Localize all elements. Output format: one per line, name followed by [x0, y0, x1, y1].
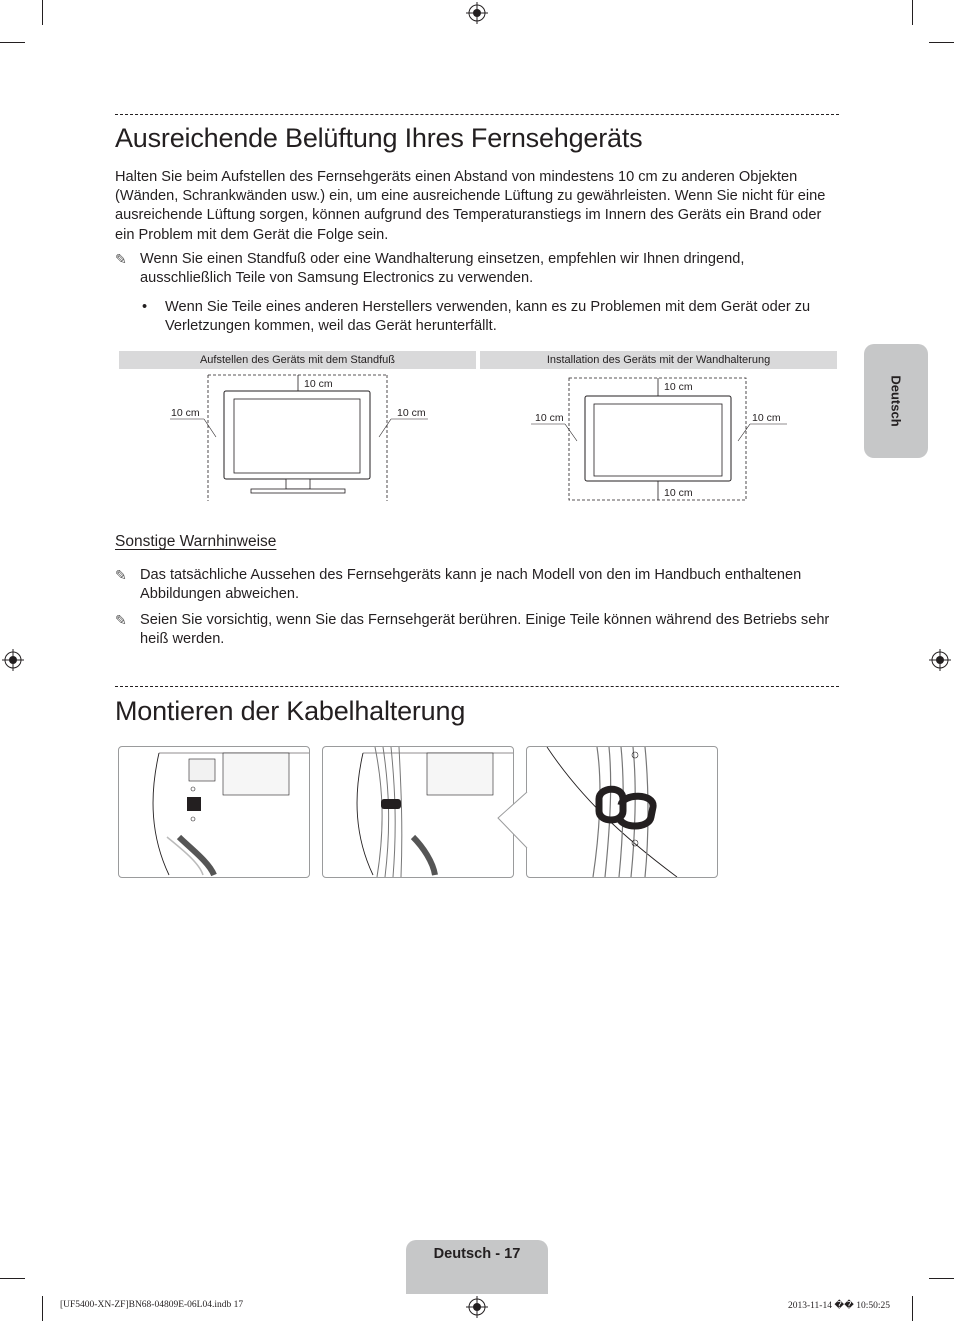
cable-step-3-detail-illustration — [526, 746, 718, 878]
section-title: Montieren der Kabelhalterung — [115, 696, 466, 726]
crop-mark — [912, 0, 913, 25]
stand-right-label: 10 cm — [397, 407, 426, 419]
crop-mark — [912, 1296, 913, 1321]
note — [115, 566, 839, 604]
page-number-tab — [406, 1240, 548, 1294]
note — [115, 611, 839, 649]
tv-stand-diagram — [119, 369, 476, 502]
crop-mark — [42, 0, 43, 25]
wall-bottom-label: 10 cm — [664, 487, 693, 499]
tv-wall-diagram — [480, 369, 837, 502]
subsection-heading: Sonstige Warnhinweise — [115, 533, 277, 550]
registration-mark-icon — [466, 2, 488, 24]
bullet-text: Wenn Sie Teile eines anderen Herstellers verwenden, kann es zu Problemen mit dem Gerät oder zu Verletzungen kommen, weil das Gerät herunterfällt. — [165, 299, 811, 335]
registration-mark-icon — [466, 1296, 488, 1318]
section-divider — [115, 114, 839, 115]
figure-caption-stand: Aufstellen des Geräts mit dem Standfuß — [119, 351, 476, 369]
language-side-tab — [864, 344, 928, 458]
section-divider — [115, 686, 839, 687]
note-text: Seien Sie vorsichtig, wenn Sie das Fernsehgerät berühren. Einige Teile können während des Betriebs sehr heiß werden. — [140, 612, 830, 648]
zoom-callout-pointer — [496, 790, 530, 850]
note-text: Wenn Sie einen Standfuß oder eine Wandhalterung einsetzen, empfehlen wir Ihnen dringend, ausschließlich Teile von Samsung Electronics zu verwenden. — [140, 251, 745, 287]
registration-mark-icon — [929, 649, 951, 671]
body-paragraph: Halten Sie beim Aufstellen des Fernsehgeräts einen Abstand von mindestens 10 cm zu anderen Objekten (Wänden, Schrankwänden usw.) ein, um eine ausreichende Lüftung zu gewährleisten. Wenn Sie nicht für eine ausreichende Lüftung sorgen, können aufgrund des Temperaturanstiegs im Innern des Geräts ein Brand oder ein Problem mit dem Gerät die Folge sein. — [115, 169, 826, 243]
wall-top-label: 10 cm — [664, 381, 693, 393]
section-title: Ausreichende Belüftung Ihres Fernsehgeräts — [115, 123, 643, 153]
crop-mark — [929, 1278, 954, 1279]
bullet-item — [140, 298, 840, 336]
bullet-icon: • — [142, 299, 148, 315]
page-number-label: Deutsch - 17 — [433, 1246, 521, 1262]
wall-left-label: 10 cm — [535, 412, 564, 424]
pencil-note-icon: ✎ — [115, 251, 127, 267]
crop-mark — [42, 1296, 43, 1321]
pencil-note-icon: ✎ — [115, 612, 127, 628]
note — [115, 250, 839, 288]
crop-mark — [0, 1278, 25, 1279]
stand-top-label: 10 cm — [304, 378, 333, 390]
language-side-tab-label: Deutsch — [888, 375, 904, 427]
crop-mark — [0, 42, 25, 43]
note-text: Das tatsächliche Aussehen des Fernsehgeräts kann je nach Modell von den im Handbuch enthaltenen Abbildungen abweichen. — [140, 567, 802, 603]
footer-file-info: [UF5400-XN-ZF]BN68-04809E-06L04.indb 17 — [60, 1300, 244, 1310]
cable-step-2-illustration — [322, 746, 514, 878]
crop-mark — [929, 42, 954, 43]
pencil-note-icon: ✎ — [115, 567, 127, 583]
figure-caption-wall: Installation des Geräts mit der Wandhalterung — [480, 351, 837, 369]
cable-step-1-illustration — [118, 746, 310, 878]
stand-left-label: 10 cm — [171, 407, 200, 419]
wall-right-label: 10 cm — [752, 412, 781, 424]
footer-timestamp: 2013-11-14 �� 10:50:25 — [788, 1301, 890, 1311]
registration-mark-icon — [2, 649, 24, 671]
